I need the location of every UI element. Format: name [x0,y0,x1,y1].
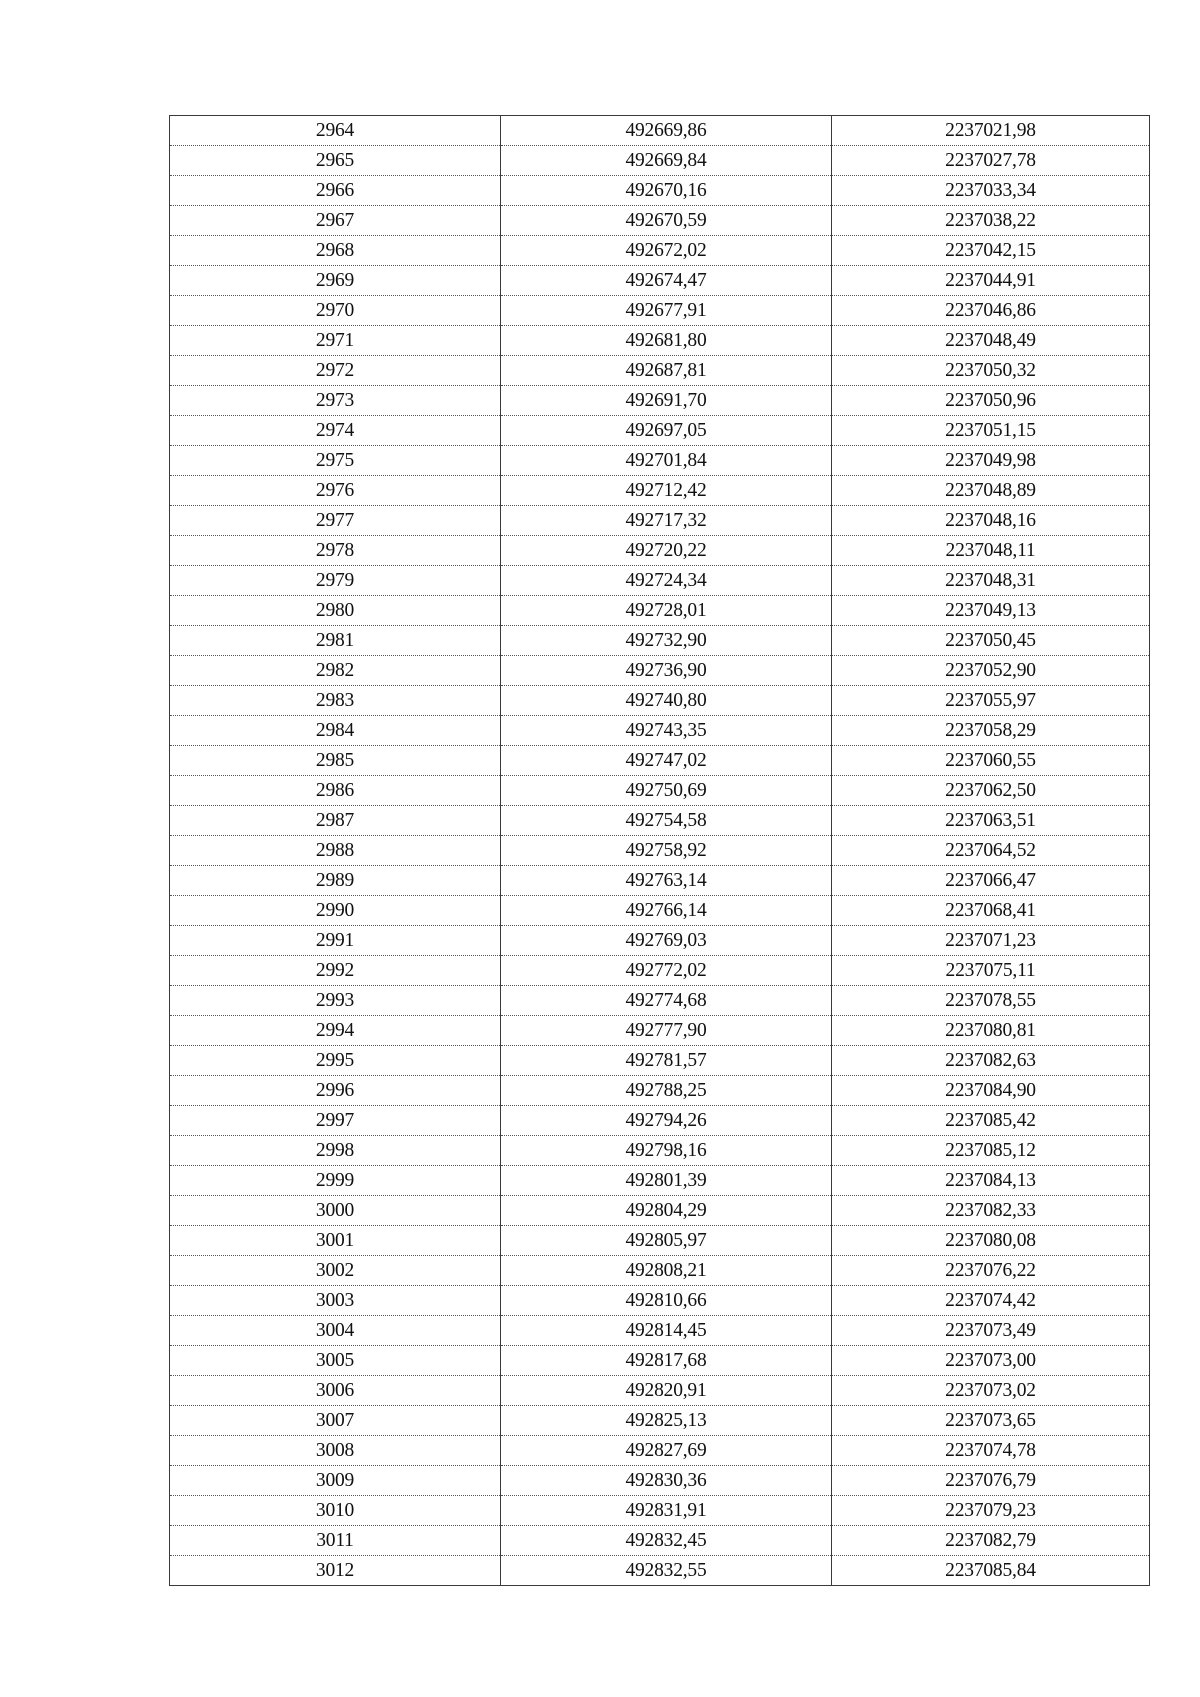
y-coordinate-cell: 2237076,22 [832,1256,1150,1286]
y-coordinate-cell: 2237080,81 [832,1016,1150,1046]
y-coordinate-cell: 2237050,45 [832,626,1150,656]
y-coordinate-cell: 2237048,31 [832,566,1150,596]
point-number-cell: 2974 [170,416,501,446]
x-coordinate-cell: 492750,69 [501,776,832,806]
table-row [170,506,1150,536]
x-coordinate-cell: 492805,97 [501,1226,832,1256]
y-coordinate-cell: 2237046,86 [832,296,1150,326]
x-coordinate-cell: 492754,58 [501,806,832,836]
point-number-cell: 3007 [170,1406,501,1436]
table-row [170,1436,1150,1466]
y-coordinate-cell: 2237074,42 [832,1286,1150,1316]
x-coordinate-cell: 492817,68 [501,1346,832,1376]
table-row [170,1496,1150,1526]
point-number-cell: 2968 [170,236,501,266]
point-number-cell: 2989 [170,866,501,896]
point-number-cell: 3009 [170,1466,501,1496]
point-number-cell: 2965 [170,146,501,176]
table-row [170,986,1150,1016]
table-row [170,1406,1150,1436]
y-coordinate-cell: 2237082,79 [832,1526,1150,1556]
y-coordinate-cell: 2237064,52 [832,836,1150,866]
table-row [170,656,1150,686]
table-row [170,1526,1150,1556]
x-coordinate-cell: 492801,39 [501,1166,832,1196]
table-row [170,1076,1150,1106]
point-number-cell: 2991 [170,926,501,956]
coordinates-table-body [170,116,1150,1586]
x-coordinate-cell: 492758,92 [501,836,832,866]
table-row [170,386,1150,416]
table-row [170,1346,1150,1376]
y-coordinate-cell: 2237079,23 [832,1496,1150,1526]
y-coordinate-cell: 2237068,41 [832,896,1150,926]
y-coordinate-cell: 2237033,34 [832,176,1150,206]
y-coordinate-cell: 2237044,91 [832,266,1150,296]
point-number-cell: 2975 [170,446,501,476]
table-row [170,806,1150,836]
y-coordinate-cell: 2237073,00 [832,1346,1150,1376]
x-coordinate-cell: 492674,47 [501,266,832,296]
x-coordinate-cell: 492743,35 [501,716,832,746]
table-row [170,566,1150,596]
y-coordinate-cell: 2237051,15 [832,416,1150,446]
table-row [170,926,1150,956]
x-coordinate-cell: 492669,86 [501,116,832,146]
point-number-cell: 2981 [170,626,501,656]
point-number-cell: 2967 [170,206,501,236]
table-row [170,596,1150,626]
y-coordinate-cell: 2237084,13 [832,1166,1150,1196]
y-coordinate-cell: 2237085,12 [832,1136,1150,1166]
point-number-cell: 2964 [170,116,501,146]
y-coordinate-cell: 2237060,55 [832,746,1150,776]
table-row [170,1466,1150,1496]
table-row [170,896,1150,926]
x-coordinate-cell: 492677,91 [501,296,832,326]
x-coordinate-cell: 492814,45 [501,1316,832,1346]
table-row [170,1046,1150,1076]
x-coordinate-cell: 492832,45 [501,1526,832,1556]
x-coordinate-cell: 492810,66 [501,1286,832,1316]
table-row [170,176,1150,206]
table-row [170,1226,1150,1256]
table-row [170,1286,1150,1316]
table-row [170,206,1150,236]
point-number-cell: 2993 [170,986,501,1016]
x-coordinate-cell: 492670,16 [501,176,832,206]
point-number-cell: 2992 [170,956,501,986]
point-number-cell: 2973 [170,386,501,416]
table-row [170,446,1150,476]
y-coordinate-cell: 2237076,79 [832,1466,1150,1496]
table-row [170,236,1150,266]
table-row [170,1316,1150,1346]
y-coordinate-cell: 2237073,02 [832,1376,1150,1406]
x-coordinate-cell: 492830,36 [501,1466,832,1496]
x-coordinate-cell: 492747,02 [501,746,832,776]
coordinates-table [169,115,1150,1586]
table-row [170,1376,1150,1406]
y-coordinate-cell: 2237055,97 [832,686,1150,716]
x-coordinate-cell: 492763,14 [501,866,832,896]
table-row [170,1106,1150,1136]
point-number-cell: 2978 [170,536,501,566]
table-row [170,416,1150,446]
table-row [170,626,1150,656]
table-row [170,956,1150,986]
x-coordinate-cell: 492820,91 [501,1376,832,1406]
point-number-cell: 2990 [170,896,501,926]
x-coordinate-cell: 492798,16 [501,1136,832,1166]
y-coordinate-cell: 2237048,89 [832,476,1150,506]
y-coordinate-cell: 2237048,49 [832,326,1150,356]
point-number-cell: 3000 [170,1196,501,1226]
point-number-cell: 3001 [170,1226,501,1256]
point-number-cell: 3008 [170,1436,501,1466]
y-coordinate-cell: 2237021,98 [832,116,1150,146]
y-coordinate-cell: 2237062,50 [832,776,1150,806]
table-row [170,326,1150,356]
x-coordinate-cell: 492670,59 [501,206,832,236]
y-coordinate-cell: 2237050,32 [832,356,1150,386]
y-coordinate-cell: 2237058,29 [832,716,1150,746]
point-number-cell: 2980 [170,596,501,626]
point-number-cell: 3006 [170,1376,501,1406]
table-row [170,146,1150,176]
point-number-cell: 2970 [170,296,501,326]
table-row [170,296,1150,326]
y-coordinate-cell: 2237085,42 [832,1106,1150,1136]
point-number-cell: 3010 [170,1496,501,1526]
x-coordinate-cell: 492732,90 [501,626,832,656]
point-number-cell: 2999 [170,1166,501,1196]
y-coordinate-cell: 2237063,51 [832,806,1150,836]
table-row [170,356,1150,386]
table-row [170,116,1150,146]
y-coordinate-cell: 2237084,90 [832,1076,1150,1106]
y-coordinate-cell: 2237082,33 [832,1196,1150,1226]
x-coordinate-cell: 492769,03 [501,926,832,956]
table-row [170,266,1150,296]
table-row [170,1556,1150,1586]
table-row [170,1256,1150,1286]
table-row [170,836,1150,866]
table-row [170,536,1150,566]
x-coordinate-cell: 492672,02 [501,236,832,266]
y-coordinate-cell: 2237082,63 [832,1046,1150,1076]
x-coordinate-cell: 492772,02 [501,956,832,986]
y-coordinate-cell: 2237050,96 [832,386,1150,416]
table-row [170,866,1150,896]
point-number-cell: 3002 [170,1256,501,1286]
y-coordinate-cell: 2237074,78 [832,1436,1150,1466]
x-coordinate-cell: 492794,26 [501,1106,832,1136]
x-coordinate-cell: 492720,22 [501,536,832,566]
y-coordinate-cell: 2237066,47 [832,866,1150,896]
x-coordinate-cell: 492697,05 [501,416,832,446]
table-row [170,776,1150,806]
point-number-cell: 3003 [170,1286,501,1316]
table-row [170,746,1150,776]
y-coordinate-cell: 2237080,08 [832,1226,1150,1256]
point-number-cell: 2971 [170,326,501,356]
x-coordinate-cell: 492736,90 [501,656,832,686]
x-coordinate-cell: 492808,21 [501,1256,832,1286]
table-row [170,686,1150,716]
x-coordinate-cell: 492701,84 [501,446,832,476]
y-coordinate-cell: 2237071,23 [832,926,1150,956]
x-coordinate-cell: 492831,91 [501,1496,832,1526]
x-coordinate-cell: 492712,42 [501,476,832,506]
x-coordinate-cell: 492827,69 [501,1436,832,1466]
y-coordinate-cell: 2237085,84 [832,1556,1150,1586]
y-coordinate-cell: 2237052,90 [832,656,1150,686]
x-coordinate-cell: 492788,25 [501,1076,832,1106]
x-coordinate-cell: 492687,81 [501,356,832,386]
point-number-cell: 2979 [170,566,501,596]
point-number-cell: 2972 [170,356,501,386]
point-number-cell: 2997 [170,1106,501,1136]
y-coordinate-cell: 2237048,11 [832,536,1150,566]
point-number-cell: 2986 [170,776,501,806]
point-number-cell: 2976 [170,476,501,506]
point-number-cell: 2982 [170,656,501,686]
point-number-cell: 2987 [170,806,501,836]
point-number-cell: 3005 [170,1346,501,1376]
table-row [170,1166,1150,1196]
y-coordinate-cell: 2237049,13 [832,596,1150,626]
point-number-cell: 2995 [170,1046,501,1076]
x-coordinate-cell: 492774,68 [501,986,832,1016]
point-number-cell: 2994 [170,1016,501,1046]
y-coordinate-cell: 2237048,16 [832,506,1150,536]
y-coordinate-cell: 2237078,55 [832,986,1150,1016]
x-coordinate-cell: 492740,80 [501,686,832,716]
point-number-cell: 2984 [170,716,501,746]
y-coordinate-cell: 2237073,65 [832,1406,1150,1436]
point-number-cell: 2969 [170,266,501,296]
point-number-cell: 2977 [170,506,501,536]
y-coordinate-cell: 2237075,11 [832,956,1150,986]
point-number-cell: 3011 [170,1526,501,1556]
point-number-cell: 2985 [170,746,501,776]
x-coordinate-cell: 492804,29 [501,1196,832,1226]
table-row [170,476,1150,506]
x-coordinate-cell: 492777,90 [501,1016,832,1046]
table-row [170,1136,1150,1166]
x-coordinate-cell: 492691,70 [501,386,832,416]
x-coordinate-cell: 492728,01 [501,596,832,626]
point-number-cell: 2996 [170,1076,501,1106]
x-coordinate-cell: 492669,84 [501,146,832,176]
x-coordinate-cell: 492717,32 [501,506,832,536]
table-row [170,716,1150,746]
point-number-cell: 2998 [170,1136,501,1166]
y-coordinate-cell: 2237042,15 [832,236,1150,266]
x-coordinate-cell: 492766,14 [501,896,832,926]
x-coordinate-cell: 492825,13 [501,1406,832,1436]
y-coordinate-cell: 2237027,78 [832,146,1150,176]
point-number-cell: 2983 [170,686,501,716]
x-coordinate-cell: 492832,55 [501,1556,832,1586]
point-number-cell: 3012 [170,1556,501,1586]
y-coordinate-cell: 2237073,49 [832,1316,1150,1346]
point-number-cell: 2988 [170,836,501,866]
y-coordinate-cell: 2237049,98 [832,446,1150,476]
table-row [170,1016,1150,1046]
point-number-cell: 2966 [170,176,501,206]
x-coordinate-cell: 492781,57 [501,1046,832,1076]
y-coordinate-cell: 2237038,22 [832,206,1150,236]
point-number-cell: 3004 [170,1316,501,1346]
table-row [170,1196,1150,1226]
x-coordinate-cell: 492681,80 [501,326,832,356]
x-coordinate-cell: 492724,34 [501,566,832,596]
